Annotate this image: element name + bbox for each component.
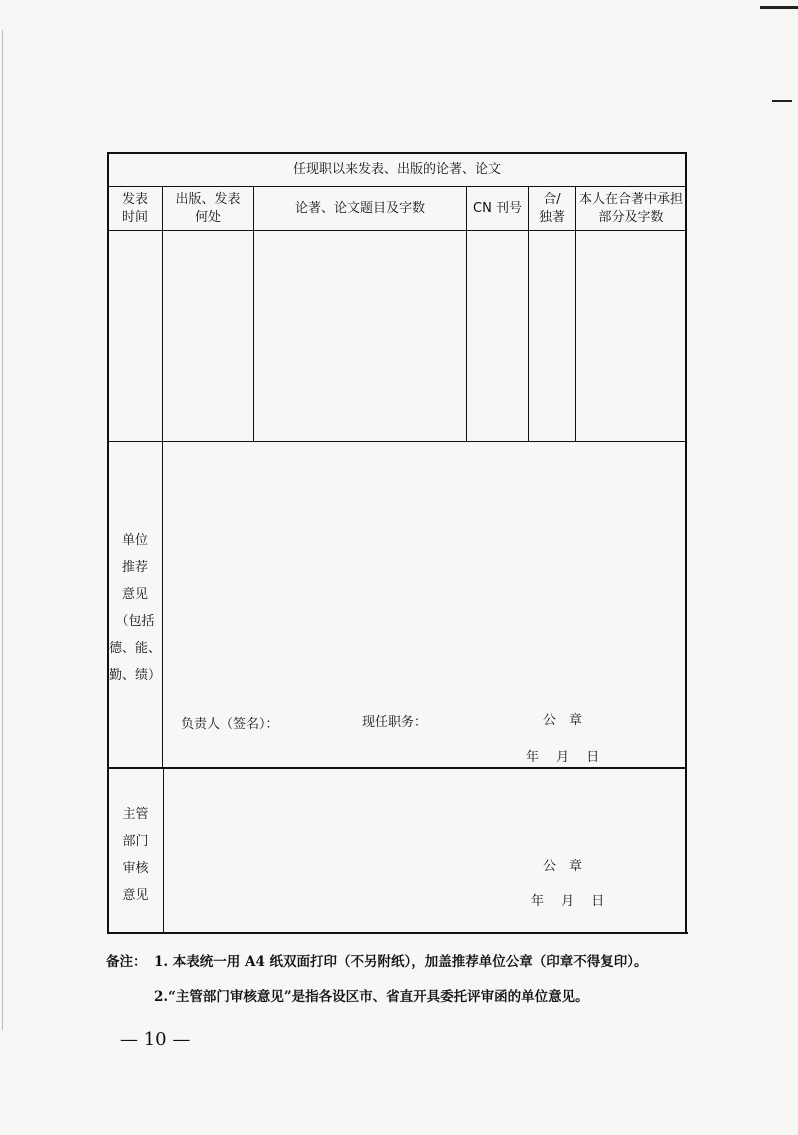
header-topic: 论著、论文题目及字数 (294, 201, 425, 216)
recommend-date-label: 年 月 日 (526, 750, 600, 765)
col-divider-2 (253, 186, 254, 442)
review-date-label: 年 月 日 (531, 894, 605, 909)
scan-edge-left (2, 30, 3, 1030)
header-solo-line1: 合/ (543, 192, 561, 207)
header-where-line1: 出版、发表 (175, 192, 241, 207)
principal-signature-label: 负责人（签名）： (181, 717, 279, 732)
col-divider-3 (466, 186, 467, 442)
scan-edge-right-mark (772, 100, 792, 102)
recommend-label: 单位 推荐 意见 （包括 德、能、 勤、绩） (108, 533, 161, 683)
notes-prefix: 备注： (106, 954, 147, 970)
data-row-bottom-line (107, 441, 686, 442)
recommend-seal-label: 公 章 (543, 713, 583, 728)
label-divider-review (163, 768, 164, 934)
note-2: 2.“主管部门审核意见”是指各设区市、省直开具委托评审函的单位意见。 (154, 989, 589, 1005)
header-cn: CN 刊号 (473, 201, 522, 216)
header-row-bottom-line (107, 230, 686, 231)
review-seal-label: 公 章 (543, 859, 583, 874)
header-row-top-line (107, 186, 686, 187)
header-time-line1: 发表 (121, 192, 148, 207)
header-solo-line2: 独著 (538, 210, 565, 225)
recommend-bottom-line (107, 767, 687, 769)
label-divider-recommend (162, 441, 163, 768)
table-title: 任现职以来发表、出版的论著、论文 (292, 162, 501, 177)
header-where-line2: 何处 (194, 210, 221, 225)
header-part-line2: 部分及字数 (598, 210, 664, 225)
table-bottom-border (108, 932, 688, 934)
scan-edge-top (760, 6, 798, 9)
header-time-line2: 时间 (121, 210, 148, 225)
current-position-label: 现任职务： (362, 715, 428, 730)
page-number: — 10 — (120, 1029, 191, 1050)
header-part-line1: 本人在合著中承担 (578, 192, 683, 207)
table-top-border (107, 152, 686, 154)
table-right-border (685, 152, 687, 934)
note-1: 1. 本表统一用 A4 纸双面打印（不另附纸），加盖推荐单位公章（印章不得复印）。 (154, 954, 648, 970)
review-label: 主管 部门 审核 意见 (122, 807, 149, 903)
